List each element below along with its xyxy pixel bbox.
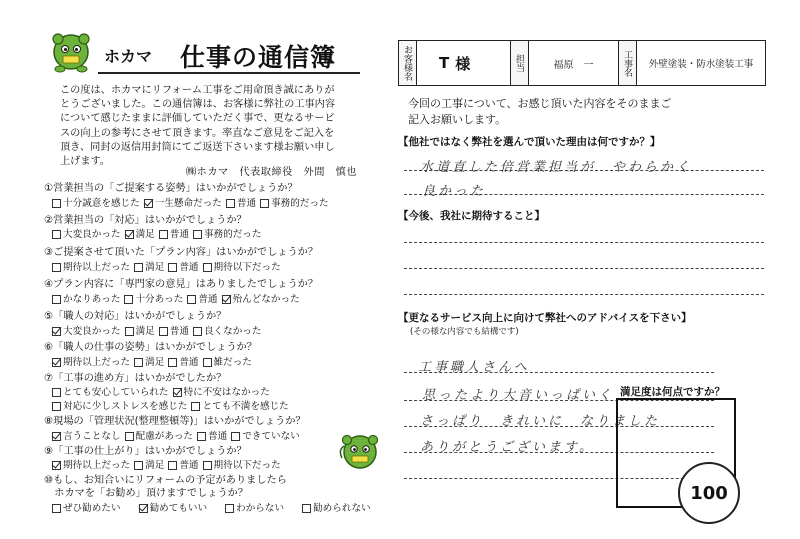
checkbox-icon[interactable] bbox=[231, 432, 240, 441]
option-label: 期待以上だった bbox=[63, 357, 131, 368]
rep-name: 福原 一 bbox=[529, 41, 619, 85]
option-checkbox[interactable] bbox=[52, 293, 120, 306]
checkbox-icon[interactable] bbox=[191, 402, 200, 411]
option-label: できていない bbox=[242, 431, 300, 442]
checkbox-icon[interactable] bbox=[52, 402, 61, 411]
option-checkbox[interactable] bbox=[52, 325, 121, 338]
option-label: 期待以下だった bbox=[213, 262, 281, 273]
option-label: 配慮があった bbox=[135, 431, 194, 442]
option-checkbox[interactable] bbox=[52, 400, 187, 413]
option-label: 事務的だった bbox=[203, 229, 262, 240]
question-10: ⑩もし、お知合いにリフォームの予定がありましたら ホカマを「お勧め」頂けますでしょうか？ bbox=[44, 475, 287, 499]
option-checkbox[interactable] bbox=[134, 356, 164, 369]
section-advice-note: (その様な内容でも結構です) bbox=[410, 327, 519, 337]
option-checkbox[interactable] bbox=[193, 325, 262, 338]
option-label: 普通 bbox=[179, 460, 199, 471]
question-3: ③ご提案させて頂いた「プラン内容」はいかがでしょうか？ bbox=[44, 247, 319, 258]
handwritten-reason-line1: 水道直した倍営業担当が やわらかく bbox=[420, 160, 693, 175]
option-checkbox[interactable] bbox=[222, 293, 300, 306]
option-checkbox[interactable] bbox=[52, 197, 140, 210]
option-label: 勧めてもいい bbox=[149, 503, 208, 514]
checkbox-icon[interactable] bbox=[134, 461, 143, 470]
writing-line bbox=[404, 268, 764, 269]
company-signature: ㈱ホカマ 代表取締役 外間 慎也 bbox=[186, 167, 357, 178]
satisfaction-score-circle bbox=[678, 462, 740, 524]
option-checkbox[interactable] bbox=[225, 502, 284, 515]
checked-checkbox-icon[interactable] bbox=[144, 199, 153, 208]
handwritten-advice-line1: 工事職人さんへ bbox=[418, 360, 530, 375]
checkbox-icon[interactable] bbox=[302, 504, 311, 513]
checkbox-icon[interactable] bbox=[125, 327, 134, 336]
option-checkbox[interactable] bbox=[168, 261, 198, 274]
option-checkbox[interactable] bbox=[134, 459, 164, 472]
checked-checkbox-icon[interactable] bbox=[139, 504, 148, 513]
mascot-character-icon bbox=[48, 28, 94, 74]
option-checkbox[interactable] bbox=[231, 430, 300, 443]
option-checkbox[interactable] bbox=[52, 356, 130, 369]
checkbox-icon[interactable] bbox=[134, 358, 143, 367]
work-label: 工事名 bbox=[619, 41, 637, 85]
option-label: 期待以上だった bbox=[63, 262, 131, 273]
document-title: 仕事の通信簿 bbox=[180, 43, 337, 72]
question-6-options bbox=[52, 356, 256, 369]
option-label: 普通 bbox=[198, 294, 218, 305]
question-7-options-row2 bbox=[52, 400, 293, 413]
option-label: ぜひ勧めたい bbox=[63, 503, 121, 514]
option-label: 特に不安はなかった bbox=[183, 387, 270, 398]
handwritten-advice-line2: 思ったより大音いっぱいく bbox=[422, 388, 615, 403]
handwritten-advice-line4: ありがとうございます。 bbox=[420, 440, 595, 455]
satisfaction-score: 100 bbox=[690, 482, 728, 504]
question-10-options bbox=[52, 502, 375, 515]
checkbox-icon[interactable] bbox=[193, 327, 202, 336]
checkbox-icon[interactable] bbox=[168, 461, 177, 470]
rep-label: 担当 bbox=[511, 41, 529, 85]
checkbox-icon[interactable] bbox=[225, 504, 234, 513]
checkbox-icon[interactable] bbox=[52, 504, 61, 513]
option-checkbox[interactable] bbox=[125, 430, 193, 443]
writing-line bbox=[404, 294, 764, 295]
option-checkbox[interactable] bbox=[159, 228, 189, 241]
option-label: 普通 bbox=[169, 229, 189, 240]
option-checkbox[interactable] bbox=[187, 293, 217, 306]
question-4: ④プラン内容に「専門家の意見」はありましたでしょうか？ bbox=[44, 279, 319, 290]
question-2: ②営業担当の「対応」はいかがでしょうか？ bbox=[44, 215, 247, 226]
option-checkbox[interactable] bbox=[52, 261, 130, 274]
option-label: 満足 bbox=[135, 326, 155, 337]
option-checkbox[interactable] bbox=[52, 459, 130, 472]
option-label: 大変良かった bbox=[63, 326, 121, 337]
checkbox-icon[interactable] bbox=[187, 295, 196, 304]
option-label: 満足 bbox=[135, 229, 155, 240]
checkbox-icon[interactable] bbox=[203, 263, 212, 272]
option-checkbox[interactable] bbox=[203, 459, 281, 472]
option-label: とても安心していられた bbox=[63, 387, 169, 398]
checkbox-icon[interactable] bbox=[159, 230, 168, 239]
writing-line bbox=[404, 242, 764, 243]
option-label: 期待以上だった bbox=[63, 460, 131, 471]
option-checkbox[interactable] bbox=[168, 356, 198, 369]
option-checkbox[interactable] bbox=[139, 502, 208, 515]
checked-checkbox-icon[interactable] bbox=[222, 295, 231, 304]
option-label: 普通 bbox=[179, 262, 199, 273]
option-checkbox[interactable] bbox=[260, 197, 329, 210]
checkbox-icon[interactable] bbox=[203, 461, 212, 470]
option-checkbox[interactable] bbox=[52, 502, 121, 515]
option-label: 殆んどなかった bbox=[232, 294, 300, 305]
option-checkbox[interactable] bbox=[168, 459, 198, 472]
option-checkbox[interactable] bbox=[134, 261, 164, 274]
instructions-text: 今回の工事について、お感じ頂いた内容をそのままご 記入お願いします。 bbox=[408, 97, 672, 126]
section-expectation-heading: 【今後、我社に期待すること】 bbox=[398, 210, 545, 222]
question-5-options bbox=[52, 325, 266, 338]
option-label: 対応に少しストレスを感じた bbox=[63, 401, 188, 412]
checked-checkbox-icon[interactable] bbox=[173, 388, 182, 397]
option-label: 満足 bbox=[145, 262, 165, 273]
option-checkbox[interactable] bbox=[203, 261, 281, 274]
title-underline bbox=[98, 72, 360, 74]
option-label: 満足 bbox=[145, 357, 165, 368]
option-label: 普通 bbox=[236, 198, 257, 209]
option-label: とても不満を感じた bbox=[202, 401, 289, 412]
checkbox-icon[interactable] bbox=[52, 230, 61, 239]
option-label: 雑だった bbox=[213, 357, 252, 368]
section-advice-heading: 【更なるサービス向上に向けて弊社へのアドバイスを下さい】 bbox=[398, 312, 692, 324]
question-4-options bbox=[52, 293, 304, 306]
option-label: 普通 bbox=[169, 326, 189, 337]
option-checkbox[interactable] bbox=[159, 325, 189, 338]
option-checkbox[interactable] bbox=[173, 386, 270, 399]
question-2-options bbox=[52, 228, 266, 241]
section-reason-heading: 【他社ではなく弊社を選んで頂いた理由は何ですか？】 bbox=[398, 136, 661, 148]
option-checkbox[interactable] bbox=[124, 293, 183, 306]
checked-checkbox-icon[interactable] bbox=[52, 327, 61, 336]
question-1: ①営業担当の「ご提案する姿勢」はいかがでしょうか？ bbox=[44, 183, 298, 194]
option-label: 大変良かった bbox=[63, 229, 121, 240]
checkbox-icon[interactable] bbox=[52, 388, 61, 397]
checked-checkbox-icon[interactable] bbox=[52, 461, 61, 470]
checkbox-icon[interactable] bbox=[52, 295, 61, 304]
checkbox-icon[interactable] bbox=[125, 432, 134, 441]
option-checkbox[interactable] bbox=[52, 430, 121, 443]
checked-checkbox-icon[interactable] bbox=[125, 230, 134, 239]
checkbox-icon[interactable] bbox=[226, 199, 235, 208]
question-9: ⑨「工事の仕上がり」はいかがでしょうか？ bbox=[44, 446, 247, 457]
customer-name-label: お客様名 bbox=[399, 41, 417, 85]
checkbox-icon[interactable] bbox=[168, 358, 177, 367]
intro-text: この度は、ホカマにリフォーム工事をご用命頂き誠にありが とうございました。この通信簿は、お客様に弊社の工事内容 について感じたままに評価していただく事で、更なるサービ スの向上の参考にさせて頂きます。率直なご意見をご記入を 頂き、同封の返信用封筒にてご返送下さいます様お願い申し 上げます。 bbox=[60, 85, 336, 168]
customer-name-cell bbox=[417, 41, 511, 85]
checkbox-icon[interactable] bbox=[168, 263, 177, 272]
option-label: 期待以下だった bbox=[213, 460, 281, 471]
option-checkbox[interactable] bbox=[125, 325, 155, 338]
option-checkbox[interactable] bbox=[125, 228, 155, 241]
option-label: 事務的だった bbox=[271, 198, 329, 209]
question-9-options bbox=[52, 459, 285, 472]
option-label: 満足 bbox=[145, 460, 165, 471]
option-label: 言うことなし bbox=[63, 431, 121, 442]
option-checkbox[interactable] bbox=[193, 228, 262, 241]
option-label: 十分誠意を感じた bbox=[63, 198, 140, 209]
option-label: 一生懸命だった bbox=[154, 198, 222, 209]
checkbox-icon[interactable] bbox=[52, 199, 61, 208]
handwritten-reason-line2: 良かった bbox=[422, 184, 487, 199]
option-label: わからない bbox=[236, 503, 285, 514]
checkbox-icon[interactable] bbox=[203, 358, 212, 367]
mascot-character-icon bbox=[336, 428, 384, 476]
question-8-options bbox=[52, 430, 304, 443]
option-checkbox[interactable] bbox=[144, 197, 222, 210]
question-7-options bbox=[52, 386, 274, 399]
question-6: ⑥「職人の仕事の姿勢」はいかがでしょうか？ bbox=[44, 342, 257, 353]
satisfaction-label: 満足度は何点ですか？ bbox=[620, 386, 725, 398]
option-label: 勧められない bbox=[313, 503, 371, 514]
option-label: 十分あった bbox=[135, 294, 184, 305]
question-1-options bbox=[52, 197, 333, 210]
customer-name: T bbox=[439, 54, 450, 72]
option-label: 良くなかった bbox=[203, 326, 262, 337]
option-label: 普通 bbox=[179, 357, 199, 368]
checkbox-icon[interactable] bbox=[260, 199, 269, 208]
checkbox-icon[interactable] bbox=[124, 295, 133, 304]
question-5: ⑤「職人の対応」はいかがでしょうか？ bbox=[44, 311, 227, 322]
checkbox-icon[interactable] bbox=[197, 432, 206, 441]
checked-checkbox-icon[interactable] bbox=[52, 432, 61, 441]
checkbox-icon[interactable] bbox=[134, 263, 143, 272]
option-checkbox[interactable] bbox=[52, 228, 121, 241]
brand-name: ホカマ bbox=[104, 47, 153, 66]
question-8: ⑧現場の「管理状況(整理整頓等)」はいかがでしょうか？ bbox=[44, 416, 306, 427]
option-checkbox[interactable] bbox=[191, 400, 288, 413]
checked-checkbox-icon[interactable] bbox=[52, 358, 61, 367]
option-label: 普通 bbox=[208, 431, 228, 442]
checkbox-icon[interactable] bbox=[52, 263, 61, 272]
checkbox-icon[interactable] bbox=[193, 230, 202, 239]
option-checkbox[interactable] bbox=[226, 197, 256, 210]
option-checkbox[interactable] bbox=[302, 502, 371, 515]
option-checkbox[interactable] bbox=[203, 356, 252, 369]
option-checkbox[interactable] bbox=[197, 430, 227, 443]
checkbox-icon[interactable] bbox=[159, 327, 168, 336]
customer-info-table bbox=[398, 40, 766, 86]
option-label: かなりあった bbox=[63, 294, 121, 305]
customer-honorific: 様 bbox=[455, 54, 471, 73]
handwritten-advice-line3: さっぱり きれいに なりました bbox=[420, 414, 661, 429]
work-name: 外壁塗装・防水塗装工事 bbox=[648, 59, 754, 70]
question-7: ⑦「工事の進め方」はいかがでしたか？ bbox=[44, 373, 227, 384]
option-checkbox[interactable] bbox=[52, 386, 169, 399]
question-3-options bbox=[52, 261, 285, 274]
